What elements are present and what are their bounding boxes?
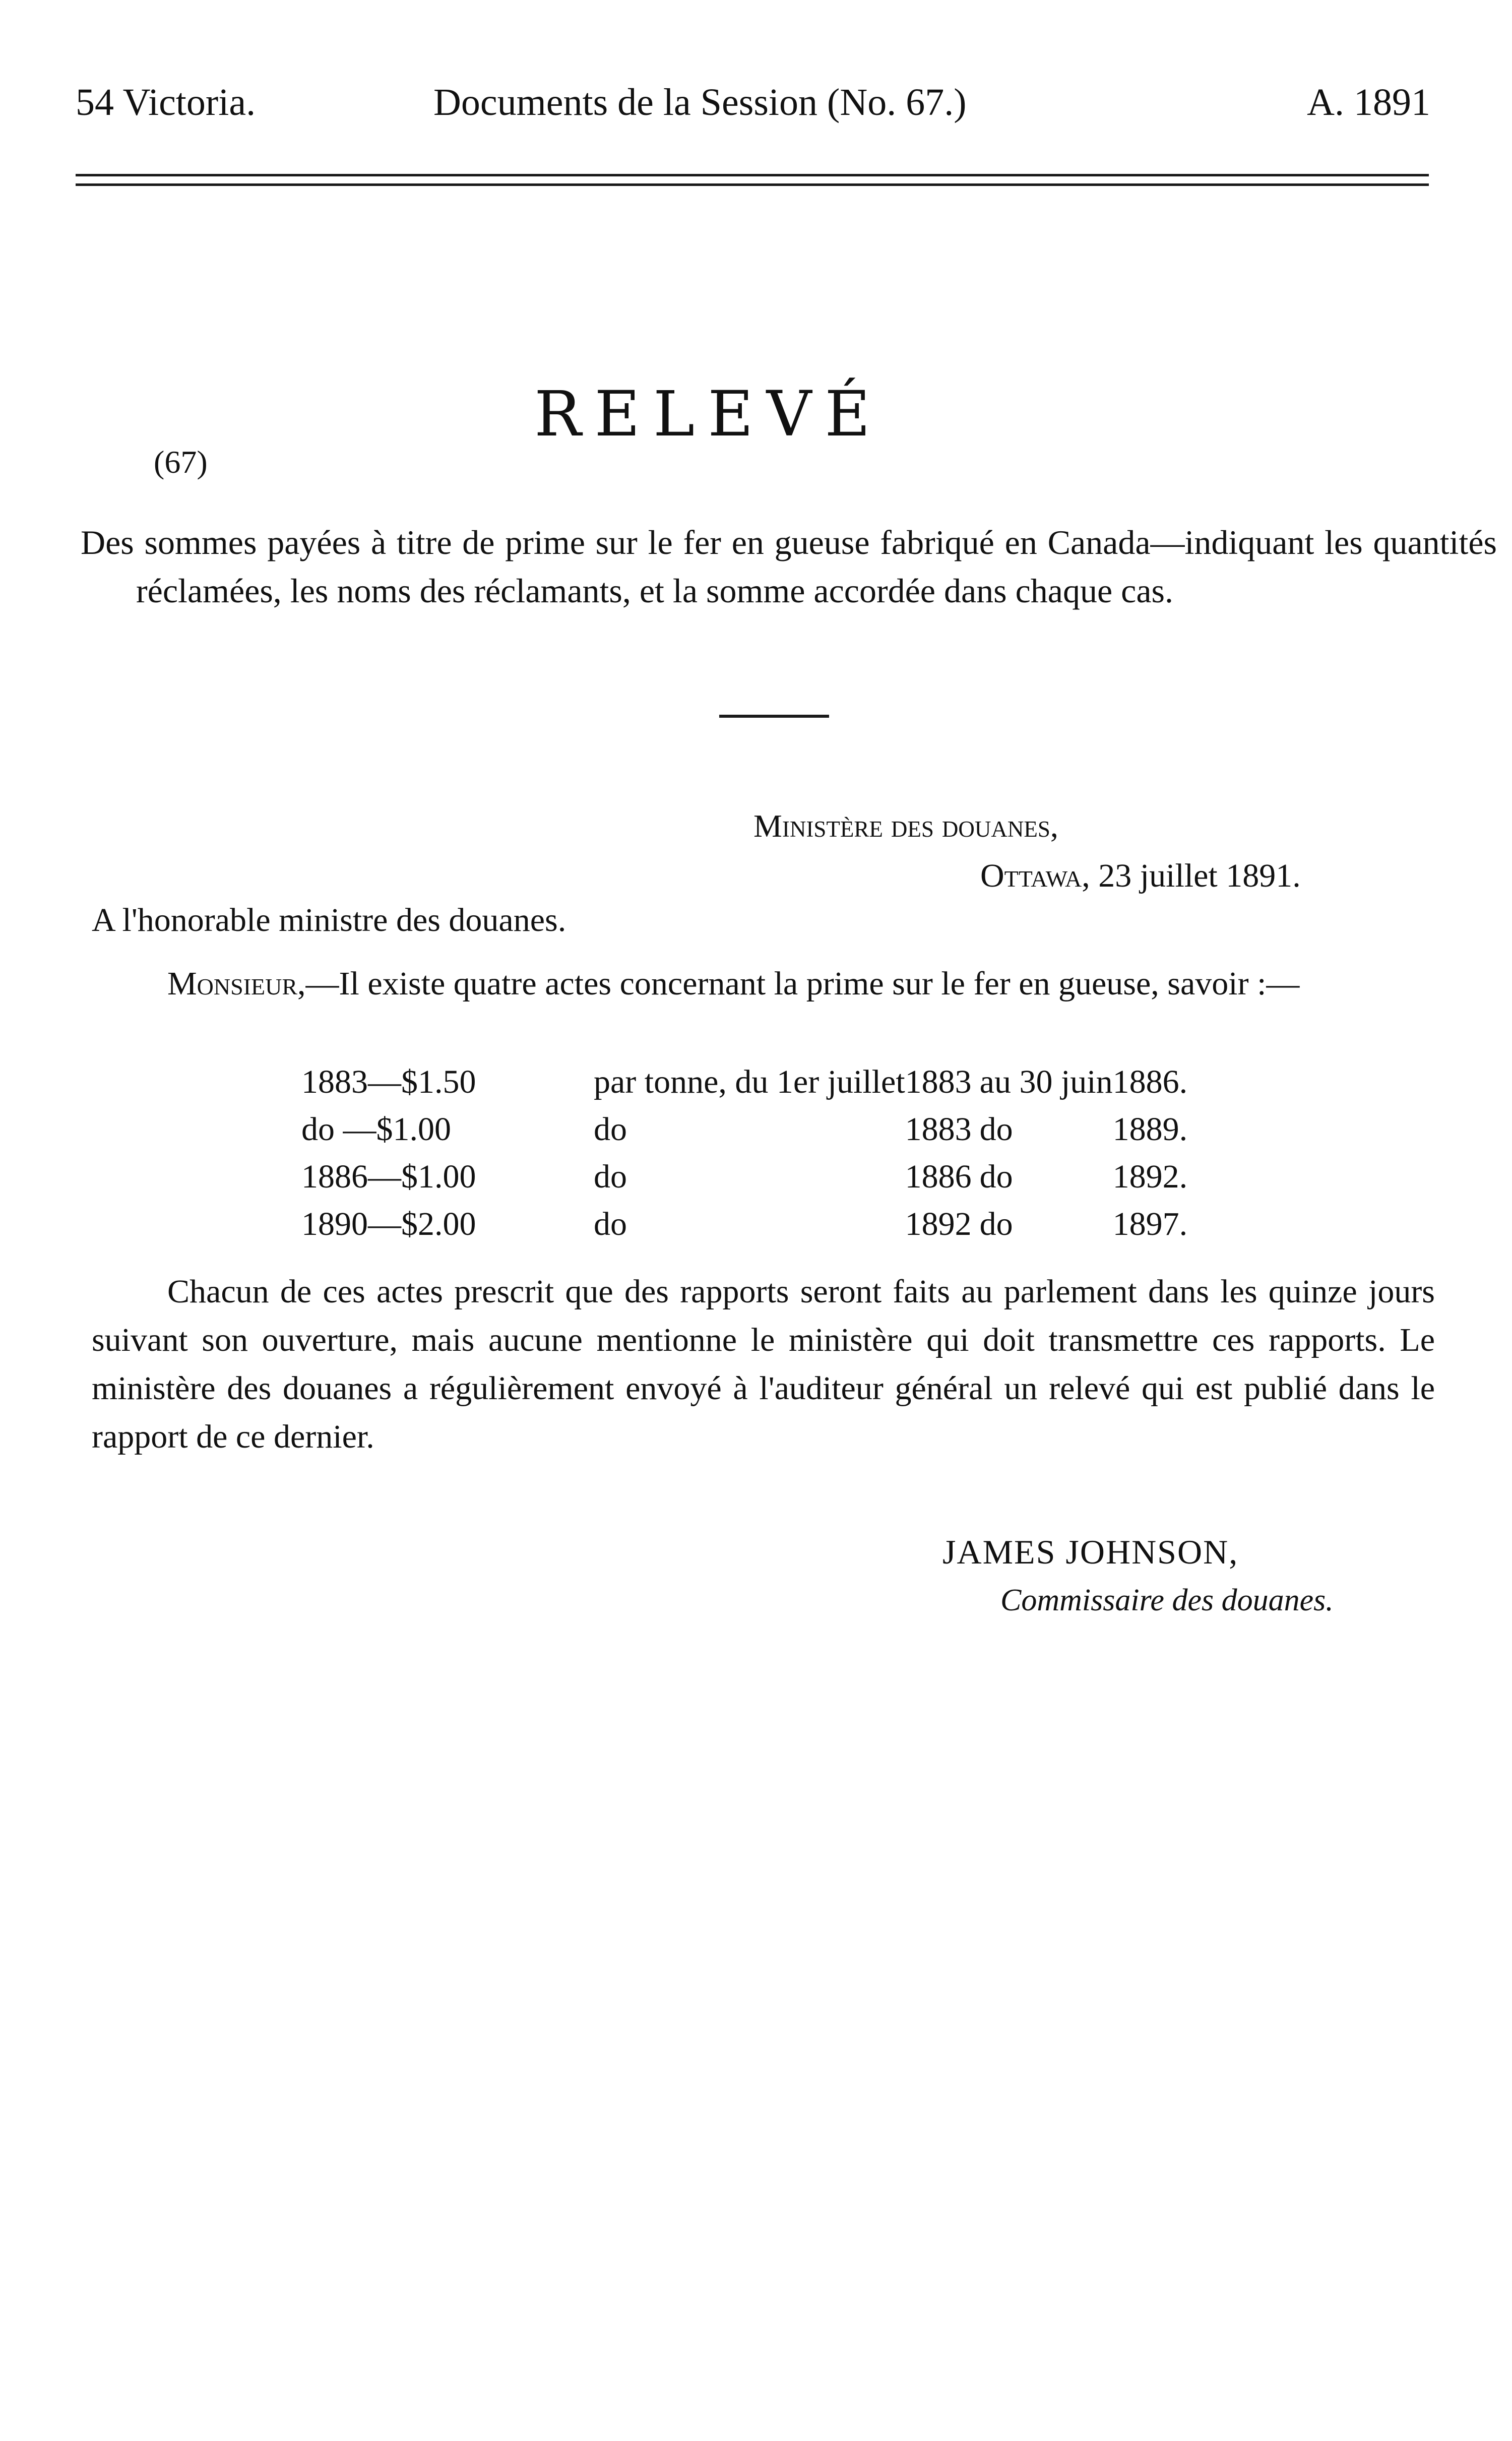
document-subtitle: Des sommes payées à titre de prime sur le fer en gueuse fabriqué en Canada—indiquant les quantités réclamées, les noms des réclamants, et la somme accordée dans chaque cas. xyxy=(81,523,1497,610)
schedule-act-rate: 1886—$1.00 xyxy=(301,1158,476,1195)
header-left: 54 Victoria. xyxy=(76,81,256,123)
document-title: RELEVÉ xyxy=(534,378,884,451)
document-number: (67) xyxy=(154,444,208,480)
schedule-end-year: 1889. xyxy=(1112,1111,1188,1148)
schedule-to: do xyxy=(979,1111,1013,1148)
letter-addressee: A l'honorable ministre des douanes. xyxy=(92,902,566,938)
schedule-unit: do xyxy=(594,1158,627,1195)
letter-date: 23 juillet 1891. xyxy=(1098,857,1301,894)
table-row xyxy=(287,1201,1193,1248)
schedule-start-year: 1883 xyxy=(905,1111,972,1148)
schedule-to: au 30 juin xyxy=(979,1063,1113,1100)
header-center: Documents de la Session (No. 67.) xyxy=(433,81,967,123)
schedule-unit: par tonne, du 1er juillet xyxy=(594,1063,905,1100)
schedule-start-year: 1892 xyxy=(905,1206,972,1242)
signer-name: JAMES JOHNSON, xyxy=(942,1533,1239,1571)
schedule-unit: do xyxy=(594,1206,627,1242)
schedule-act-rate: do —$1.00 xyxy=(301,1111,451,1148)
schedule-end-year: 1886. xyxy=(1112,1063,1188,1100)
section-divider xyxy=(719,715,829,718)
bounty-schedule-table xyxy=(287,1058,1193,1248)
table-row xyxy=(287,1153,1193,1201)
table-row xyxy=(287,1106,1193,1153)
letter-place: Ottawa, xyxy=(980,857,1090,894)
header-rule-top xyxy=(76,174,1429,176)
header-right: A. 1891 xyxy=(1307,81,1430,123)
opening-body: —Il existe quatre actes concernant la prime sur le fer en gueuse, savoir :— xyxy=(305,965,1300,1002)
schedule-end-year: 1892. xyxy=(1112,1158,1188,1195)
schedule-end-year: 1897. xyxy=(1112,1206,1188,1242)
schedule-to: do xyxy=(979,1158,1013,1195)
schedule-unit: do xyxy=(594,1111,627,1148)
signer-title: Commissaire des douanes. xyxy=(1000,1583,1334,1617)
schedule-act-rate: 1890—$2.00 xyxy=(301,1206,476,1242)
schedule-start-year: 1886 xyxy=(905,1158,972,1195)
letter-opening xyxy=(92,960,1435,1008)
letter-place-date xyxy=(980,857,1301,895)
schedule-to: do xyxy=(979,1206,1013,1242)
schedule-act-rate: 1883—$1.50 xyxy=(301,1063,476,1100)
schedule-start-year: 1883 xyxy=(905,1063,972,1100)
letter-closing-paragraph: Chacun de ces actes prescrit que des rapports seront faits au parlement dans les quinze jours suivant son ouverture, mais aucune mentionne le ministère qui doit transmettre ces rapports. Le ministère des douanes a régulièrement envoyé à l'auditeur général un relevé qui est publié dans le rapport de ce dernier. xyxy=(92,1273,1435,1455)
opening-salutation: Monsieur, xyxy=(167,965,306,1002)
letter-ministry: Ministère des douanes, xyxy=(753,808,1058,844)
header-rule-bottom xyxy=(76,183,1429,186)
table-row xyxy=(287,1058,1193,1106)
